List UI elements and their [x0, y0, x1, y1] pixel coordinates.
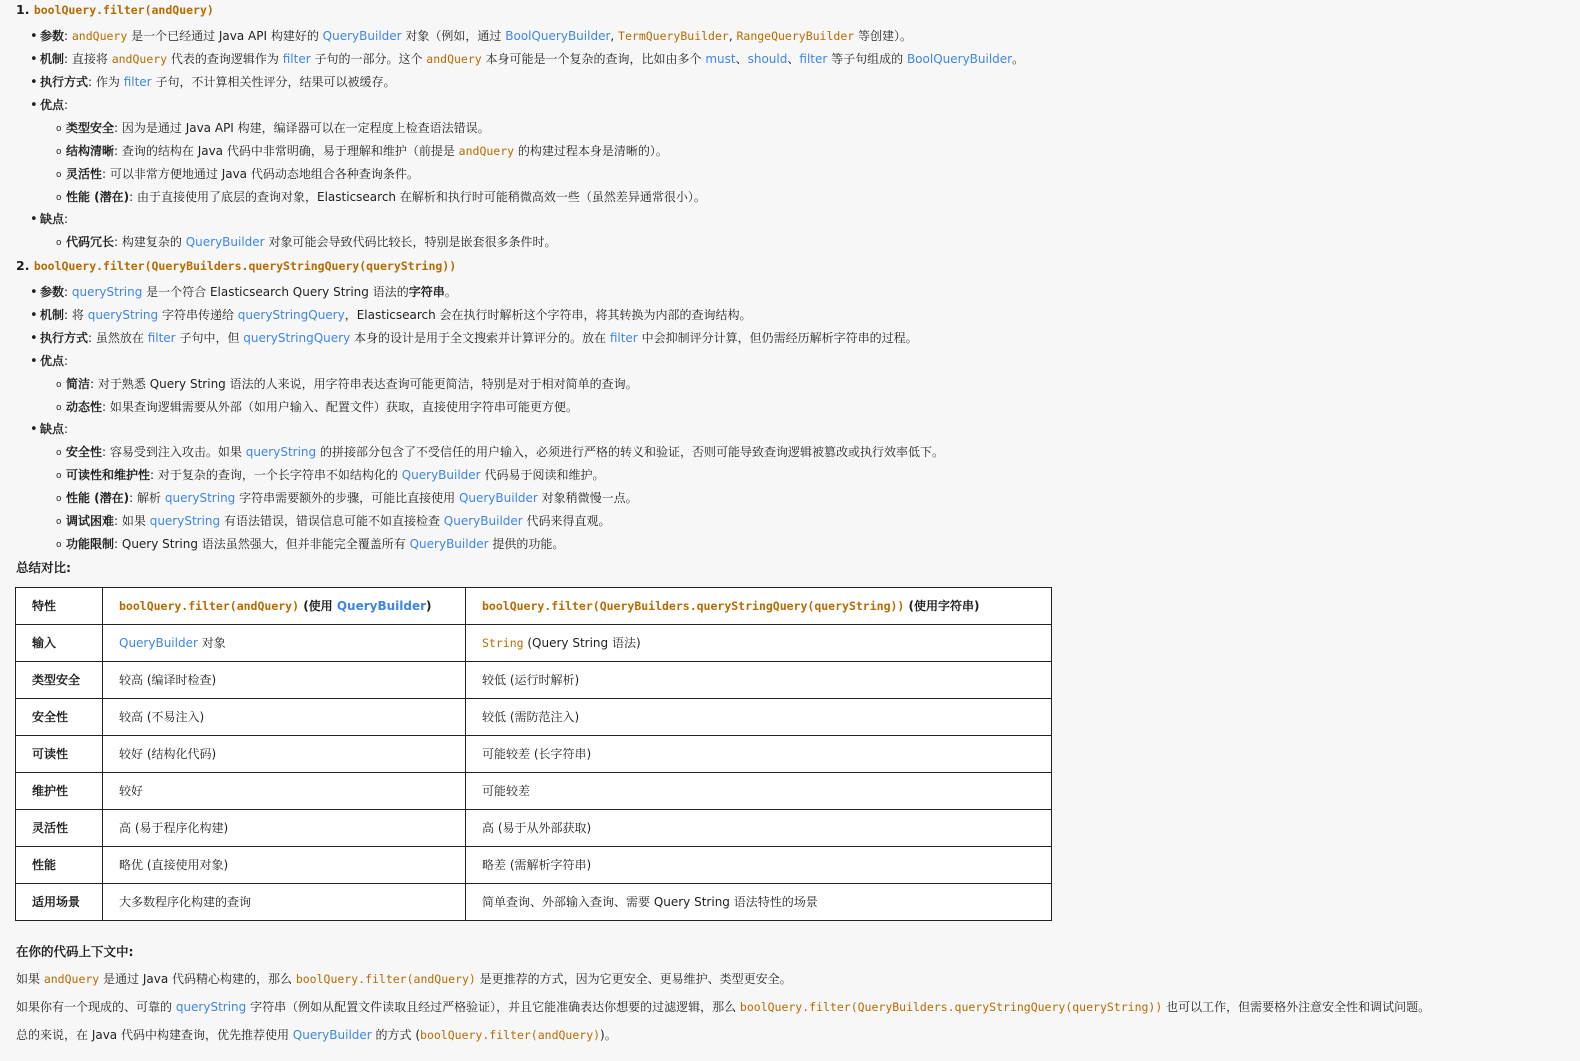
sub-bullet-icon: o [56, 193, 62, 203]
table-row: 维护性 较好 可能较差 [16, 773, 1052, 810]
section-number: 2. [16, 258, 30, 273]
section-1-heading [16, 2, 214, 18]
bullet-icon: • [30, 52, 38, 67]
s2-con-item: o 安全性: 容易受到注入攻击。如果 queryString 的拼接部分包含了不受信任的用户输入，必须进行严格的转义和验证，否则可能导致查询逻辑被篡改或执行效率低下。 [56, 445, 944, 459]
table-row: 适用场景 大多数程序化构建的查询 简单查询、外部输入查询、需要 Query String 语法特性的场景 [16, 884, 1052, 921]
s1-pro-item: o 性能 (潜在): 由于直接使用了底层的查询对象，Elasticsearch 在解析和执行时可能稍微高效一些（虽然差异通常很小）。 [56, 190, 706, 204]
s1-con-item: o 代码冗长: 构建复杂的 QueryBuilder 对象可能会导致代码比较长，特别是嵌套很多条件时。 [56, 235, 557, 249]
sub-bullet-icon: o [56, 124, 62, 134]
s2-con-item: o 功能限制: Query String 语法虽然强大，但并非能完全覆盖所有 QueryBuilder 提供的功能。 [56, 537, 565, 551]
sub-bullet-icon: o [56, 380, 62, 390]
s2-cons-item: • 缺点: [30, 422, 69, 437]
sub-bullet-icon: o [56, 540, 62, 550]
bullet-icon: • [30, 75, 38, 90]
sub-bullet-icon: o [56, 494, 62, 504]
bullet-icon: • [30, 98, 38, 113]
s1-exec-item: • 执行方式: 作为 filter 子句，不计算相关性评分，结果可以被缓存。 [30, 75, 396, 90]
section-title-code: boolQuery.filter(QueryBuilders.queryStringQuery(queryString)) [33, 259, 457, 273]
s2-pro-item: o 简洁: 对于熟悉 Query String 语法的人来说，用字符串表达查询可能更简洁，特别是对于相对简单的查询。 [56, 377, 638, 391]
s2-param-item: • 参数: queryString 是一个符合 Elasticsearch Query String 语法的字符串。 [30, 285, 457, 300]
s1-cons-item: • 缺点: [30, 212, 69, 227]
section-title-code: boolQuery.filter(andQuery) [33, 3, 214, 17]
s2-con-item: o 可读性和维护性: 对于复杂的查询，一个长字符串不如结构化的 QueryBuilder 代码易于阅读和维护。 [56, 468, 605, 482]
table-row: 输入 QueryBuilder 对象 String (Query String 语法) [16, 625, 1052, 662]
sub-bullet-icon: o [56, 448, 62, 458]
s2-pros-item: • 优点: [30, 354, 69, 369]
sub-bullet-icon: o [56, 471, 62, 481]
s1-pro-item: o 灵活性: 可以非常方便地通过 Java 代码动态地组合各种查询条件。 [56, 167, 419, 181]
s2-mech-item: • 机制: 将 queryString 字符串传递给 queryStringQuery，Elasticsearch 会在执行时解析这个字符串，将其转换为内部的查询结构。 [30, 308, 752, 323]
header-querystring: boolQuery.filter(QueryBuilders.queryStringQuery(queryString)) (使用字符串) [466, 588, 1052, 625]
s1-pros-item: • 优点: [30, 98, 69, 113]
s2-exec-item: • 执行方式: 虽然放在 filter 子句中，但 queryStringQuery 本身的设计是用于全文搜索并计算评分的。放在 filter 中会抑制评分计算，但仍需经历解析字符串的过程。 [30, 331, 918, 346]
header-querybuilder: boolQuery.filter(andQuery) (使用 QueryBuilder) [103, 588, 466, 625]
summary-heading: 总结对比: [16, 560, 71, 575]
context-paragraph-2: 如果你有一个现成的、可靠的 queryString 字符串（例如从配置文件读取且经过严格验证），并且它能准确表达你想要的过滤逻辑，那么 boolQuery.filter(QueryBuilders.queryStringQuery(queryString)) 也可以工作，但需要格外注意安全性和调试问题。 [16, 1000, 1431, 1014]
context-heading: 在你的代码上下文中: [16, 944, 134, 959]
section-number: 1. [16, 2, 30, 17]
sub-bullet-icon: o [56, 147, 62, 157]
table-row: 可读性 较好 (结构化代码) 可能较差 (长字符串) [16, 736, 1052, 773]
s1-mech-item: • 机制: 直接将 andQuery 代表的查询逻辑作为 filter 子句的一部分。这个 andQuery 本身可能是一个复杂的查询，比如由多个 must、should、filter 等子句组成的 BoolQueryBuilder。 [30, 52, 1025, 67]
s2-con-item: o 调试困难: 如果 queryString 有语法错误，错误信息可能不如直接检查 QueryBuilder 代码来得直观。 [56, 514, 611, 528]
table-row: 类型安全 较高 (编译时检查) 较低 (运行时解析) [16, 662, 1052, 699]
table-row: 灵活性 高 (易于程序化构建) 高 (易于从外部获取) [16, 810, 1052, 847]
sub-bullet-icon: o [56, 517, 62, 527]
header-feature: 特性 [16, 588, 103, 625]
s1-param-item: • 参数: andQuery 是一个已经通过 Java API 构建好的 QueryBuilder 对象（例如，通过 BoolQueryBuilder, TermQueryBuilder, RangeQueryBuilder 等创建）。 [30, 29, 912, 44]
table-row: 安全性 较高 (不易注入) 较低 (需防范注入) [16, 699, 1052, 736]
bullet-icon: • [30, 308, 38, 323]
context-paragraph-3: 总的来说，在 Java 代码中构建查询，优先推荐使用 QueryBuilder 的方式 (boolQuery.filter(andQuery))。 [16, 1028, 617, 1042]
context-paragraph-1: 如果 andQuery 是通过 Java 代码精心构建的，那么 boolQuery.filter(andQuery) 是更推荐的方式，因为它更安全、更易维护、类型更安全。 [16, 972, 792, 986]
s2-pro-item: o 动态性: 如果查询逻辑需要从外部（如用户输入、配置文件）获取，直接使用字符串可能更方便。 [56, 400, 578, 414]
sub-bullet-icon: o [56, 170, 62, 180]
bullet-icon: • [30, 285, 38, 300]
bullet-icon: • [30, 422, 38, 437]
sub-bullet-icon: o [56, 403, 62, 413]
bullet-icon: • [30, 331, 38, 346]
bullet-icon: • [30, 354, 38, 369]
table-row: 性能 略优 (直接使用对象) 略差 (需解析字符串) [16, 847, 1052, 884]
bullet-icon: • [30, 212, 38, 227]
sub-bullet-icon: o [56, 238, 62, 248]
s1-pro-item: o 类型安全: 因为是通过 Java API 构建，编译器可以在一定程度上检查语法错误。 [56, 121, 490, 135]
s2-con-item: o 性能 (潜在): 解析 queryString 字符串需要额外的步骤，可能比直接使用 QueryBuilder 对象稍微慢一点。 [56, 491, 638, 505]
comparison-table [15, 587, 1052, 921]
section-2-heading [16, 258, 456, 274]
bullet-icon: • [30, 29, 38, 44]
s1-pro-item: o 结构清晰: 查询的结构在 Java 代码中非常明确，易于理解和维护（前提是 andQuery 的构建过程本身是清晰的）。 [56, 144, 668, 158]
table-header-row [16, 588, 1052, 625]
